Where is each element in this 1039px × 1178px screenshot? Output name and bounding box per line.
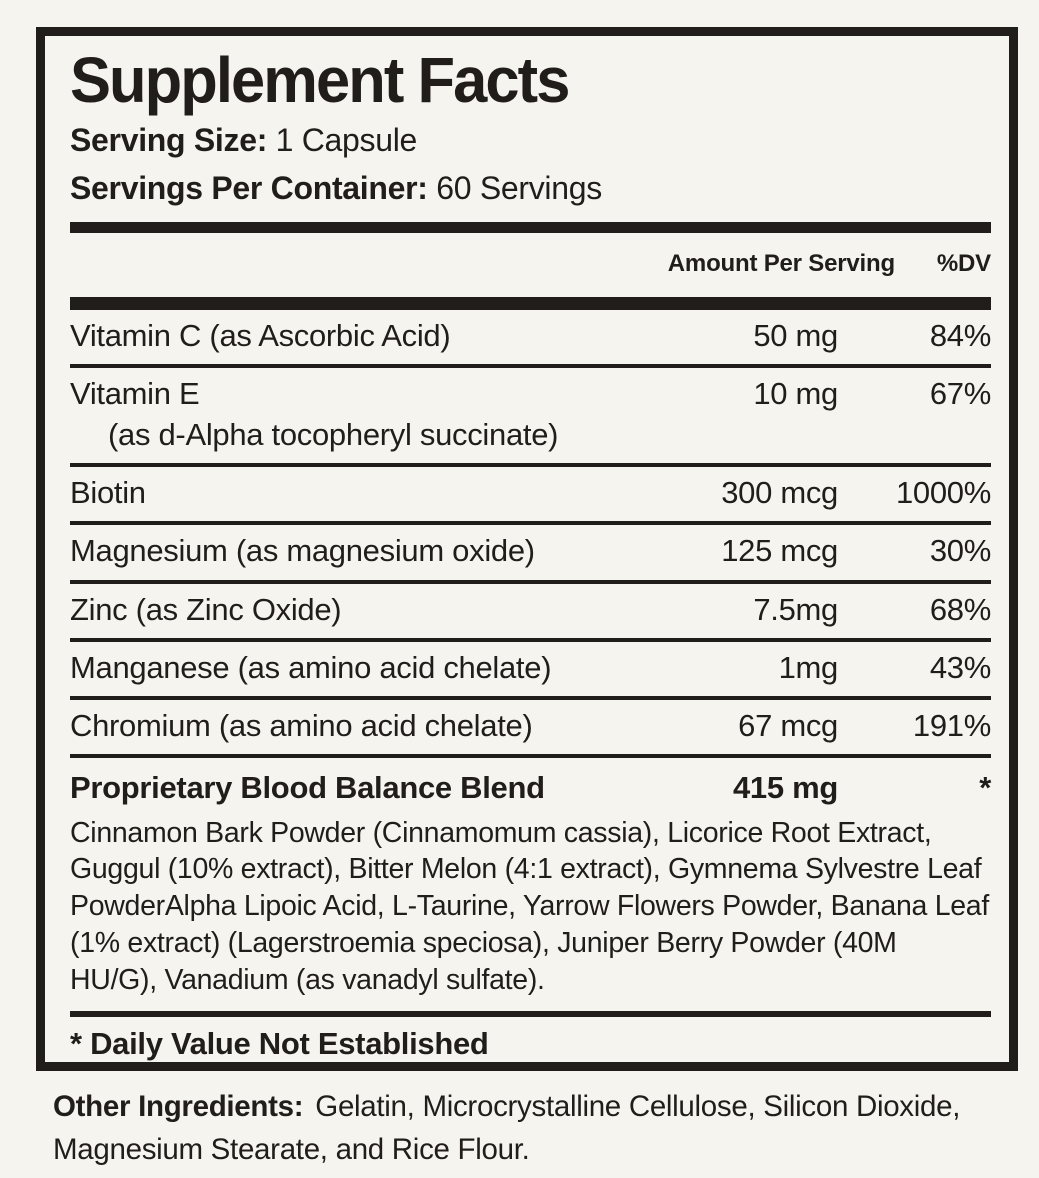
daily-value-footnote: * Daily Value Not Established bbox=[70, 1011, 991, 1071]
amount-column-header: Amount Per Serving bbox=[667, 250, 895, 278]
panel-title: Supplement Facts bbox=[70, 44, 569, 116]
nutrient-dv: 43% bbox=[929, 649, 991, 685]
nutrient-name: Magnesium (as magnesium oxide) bbox=[70, 533, 535, 569]
blend-ingredients-text: Cinnamon Bark Powder (Cinnamomum cassia), Licorice Root Extract, Guggul (10% extract), Bitter Melon (4:1 extract), Gymnema Sylvestre Leaf PowderAlpha Lipoic Acid, L-Taurine, Yarrow Flowers Powder, Banana Leaf (1% extract) (Lagerstroemia speciosa), Juniper Berry Powder (40M HU/G), Vanadium (as vanadyl sulfate). bbox=[70, 816, 989, 996]
nutrient-amount: 10 mg bbox=[753, 376, 838, 412]
nutrient-row-biotin bbox=[70, 467, 991, 525]
blend-dv-asterisk: * bbox=[979, 770, 991, 806]
other-ingredients-section bbox=[53, 1085, 1019, 1172]
nutrient-row-magnesium bbox=[70, 525, 991, 583]
nutrient-name: Vitamin C (as Ascorbic Acid) bbox=[70, 318, 451, 354]
nutrient-row-vitamin-e bbox=[70, 368, 991, 467]
other-ingredients-label: Other Ingredients: bbox=[53, 1090, 304, 1123]
nutrient-amount: 125 mcg bbox=[721, 533, 838, 569]
nutrient-name-main: Vitamin E bbox=[70, 376, 200, 412]
separator-bar-header bbox=[70, 297, 991, 310]
nutrient-dv: 191% bbox=[912, 708, 991, 744]
servings-per-container-label: Servings Per Container: bbox=[70, 170, 428, 207]
nutrient-name: Biotin bbox=[70, 474, 146, 510]
proprietary-blend-row bbox=[70, 758, 991, 810]
nutrient-name bbox=[70, 374, 658, 455]
nutrient-dv: 1000% bbox=[895, 474, 991, 510]
nutrient-amount: 50 mg bbox=[753, 318, 838, 354]
nutrient-row-manganese bbox=[70, 642, 991, 700]
nutrient-amount: 7.5mg bbox=[753, 591, 838, 627]
nutrient-row-zinc bbox=[70, 584, 991, 642]
nutrient-name: Chromium (as amino acid chelate) bbox=[70, 708, 533, 744]
nutrient-name: Zinc (as Zinc Oxide) bbox=[70, 591, 342, 627]
dv-column-header: %DV bbox=[936, 250, 991, 278]
supplement-facts-panel bbox=[36, 27, 1018, 1071]
nutrient-dv: 84% bbox=[929, 318, 991, 354]
serving-size-label: Serving Size: bbox=[70, 122, 268, 158]
separator-bar-top bbox=[70, 222, 991, 233]
blend-amount: 415 mg bbox=[732, 770, 838, 806]
nutrient-name-sub: (as d-Alpha tocopheryl succinate) bbox=[108, 416, 559, 452]
other-ingredients-value: Gelatin, Microcrystalline Cellulose, Silicon Dioxide, Magnesium Stearate, and Rice Flour. bbox=[53, 1090, 961, 1167]
nutrient-dv: 30% bbox=[929, 533, 991, 569]
blend-name: Proprietary Blood Balance Blend bbox=[70, 770, 545, 806]
servings-per-container-value: 60 Servings bbox=[436, 170, 602, 207]
nutrient-amount: 1mg bbox=[778, 649, 838, 685]
nutrient-name: Manganese (as amino acid chelate) bbox=[70, 649, 552, 685]
nutrient-dv: 68% bbox=[929, 591, 991, 627]
column-header-row bbox=[70, 233, 991, 297]
nutrient-amount: 67 mcg bbox=[738, 708, 838, 744]
nutrient-amount: 300 mcg bbox=[721, 474, 838, 510]
servings-per-container-line bbox=[70, 169, 991, 208]
serving-size-value: 1 Capsule bbox=[275, 122, 418, 158]
nutrient-dv: 67% bbox=[929, 376, 991, 412]
nutrient-row-chromium bbox=[70, 700, 991, 758]
nutrient-row-vitamin-c bbox=[70, 310, 991, 368]
serving-size-line bbox=[70, 121, 991, 160]
